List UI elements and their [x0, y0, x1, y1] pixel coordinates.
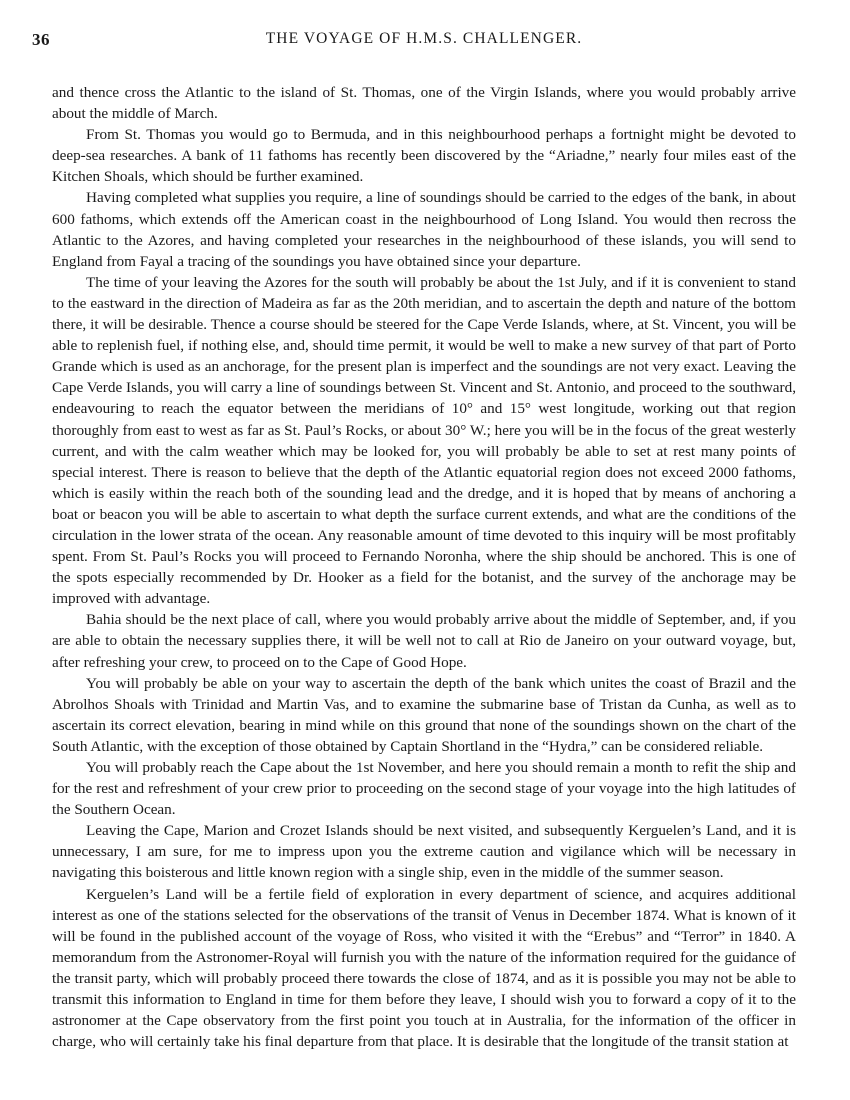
book-page — [32, 30, 796, 1052]
paragraph-bermuda: From St. Thomas you would go to Bermuda, and in this neighbourhood perhaps a fortnight might be devoted to deep-sea researches. A bank of 11 fathoms has recently been discovered by the “Ariadne,” nearly four miles east of the Kitchen Shoals, which should be further examined. — [52, 126, 796, 186]
paragraph-brazil-bank: You will probably be able on your way to ascertain the depth of the bank which unites the coast of Brazil and the Abrolhos Shoals with Trinidad and Martin Vas, and to examine the submarine base of Tristan da Cunha, as well as to ascertain its correct elevation, bearing in mind while on this ground that none of the soundings shown on the chart of the South Atlantic, with the exception of those obtained by Captain Shortland in the “Hydra,” can be considered reliable. — [52, 674, 796, 755]
paragraph-continuation: and thence cross the Atlantic to the island of St. Thomas, one of the Virgin Islands, where you would probably arrive about the middle of March. — [52, 84, 796, 123]
paragraph-bahia: Bahia should be the next place of call, where you would probably arrive about the middle of September, and, if you are able to obtain the necessary supplies there, it will be well not to call at Rio de Janeiro on your outward voyage, but, after refreshing your crew, to proceed on to the Cape of Good Hope. — [52, 611, 796, 671]
paragraph-soundings-long-island: Having completed what supplies you require, a line of soundings should be carried to the edges of the bank, in about 600 fathoms, which extends off the American coast in the neighbourhood of Long Island. You would then recross the Atlantic to the Azores, and having completed your researches in the neighbourhood of these islands, you will send to England from Fayal a tracing of the soundings you have obtained since your departure. — [52, 189, 796, 270]
paragraph-kerguelen: Kerguelen’s Land will be a fertile field of exploration in every department of science, and acquires additional interest as one of the stations selected for the observations of the transit of Venus in December 1874. What is known of it will be found in the published account of the voyage of Ross, who visited it with the “Erebus” and “Terror” in 1840. A memorandum from the Astronomer-Royal will furnish you with the nature of the information required for the guidance of the transit party, which will probably proceed there towards the close of 1874, and as it is possible you may not be able to transmit this information to England in time for them before they leave, I should wish you to forward a copy of it to the astronomer at the Cape observatory from the first point you touch at in Australia, for the information of the officer in charge, who will certainly take his final departure from that place. It is desirable that the longitude of the transit station at — [52, 885, 796, 1051]
page-number: 36 — [32, 30, 50, 49]
body-text — [52, 82, 796, 1052]
running-head — [32, 30, 796, 56]
paragraph-azores-to-fernando-noronha: The time of your leaving the Azores for the south will probably be about the 1st July, and if it is convenient to stand to the eastward in the direction of Madeira as far as the 20th meridian, and to ascertain the depth and nature of the bottom there, it will be desirable. Thence a course should be steered for the Cape Verde Islands, where, at St. Vincent, you will be able to replenish fuel, if nothing else, and, should time permit, it would be well to make a new survey of that part of Porto Grande which is used as an anchorage, for the present plan is imperfect and the soundings are not very exact. Leaving the Cape Verde Islands, you will carry a line of soundings between St. Vincent and St. Antonio, and proceed to the southward, endeavouring to reach the equator between the meridians of 10° and 15° west longitude, working out that region thoroughly from east to west as far as St. Paul’s Rocks, or about 30° W.; here you will be in the focus of the great westerly current, and with the calm weather which may be looked for, you will probably be able to set at rest many points of special interest. There is reason to believe that the depth of the Atlantic equatorial region does not exceed 2000 fathoms, which is easily within the reach both of the sounding lead and the dredge, and it is hoped that by means of anchoring a boat or beacon you will be able to ascertain to what depth the surface current extends, and what are the conditions of the circulation in the lower strata of the ocean. Any reasonable amount of time devoted to this inquiry will be most profitably spent. From St. Paul’s Rocks you will proceed to Fernando Noronha, where the ship should be anchored. This is one of the spots especially recommended by Dr. Hooker as a field for the botanist, and the survey of the anchorage may be improved with advantage. — [52, 273, 796, 608]
paragraph-marion-crozet: Leaving the Cape, Marion and Crozet Islands should be next visited, and subsequently Kerguelen’s Land, and it is unnecessary, I am sure, for me to impress upon you the extreme caution and vigilance which will be necessary in navigating this boisterous and little known region with a single ship, even in the middle of the summer season. — [52, 822, 796, 882]
paragraph-cape-refit: You will probably reach the Cape about the 1st November, and here you should remain a month to refit the ship and for the rest and refreshment of your crew prior to proceeding on the second stage of your voyage into the high latitudes of the Southern Ocean. — [52, 759, 796, 819]
running-title: THE VOYAGE OF H.M.S. CHALLENGER. — [265, 30, 583, 47]
